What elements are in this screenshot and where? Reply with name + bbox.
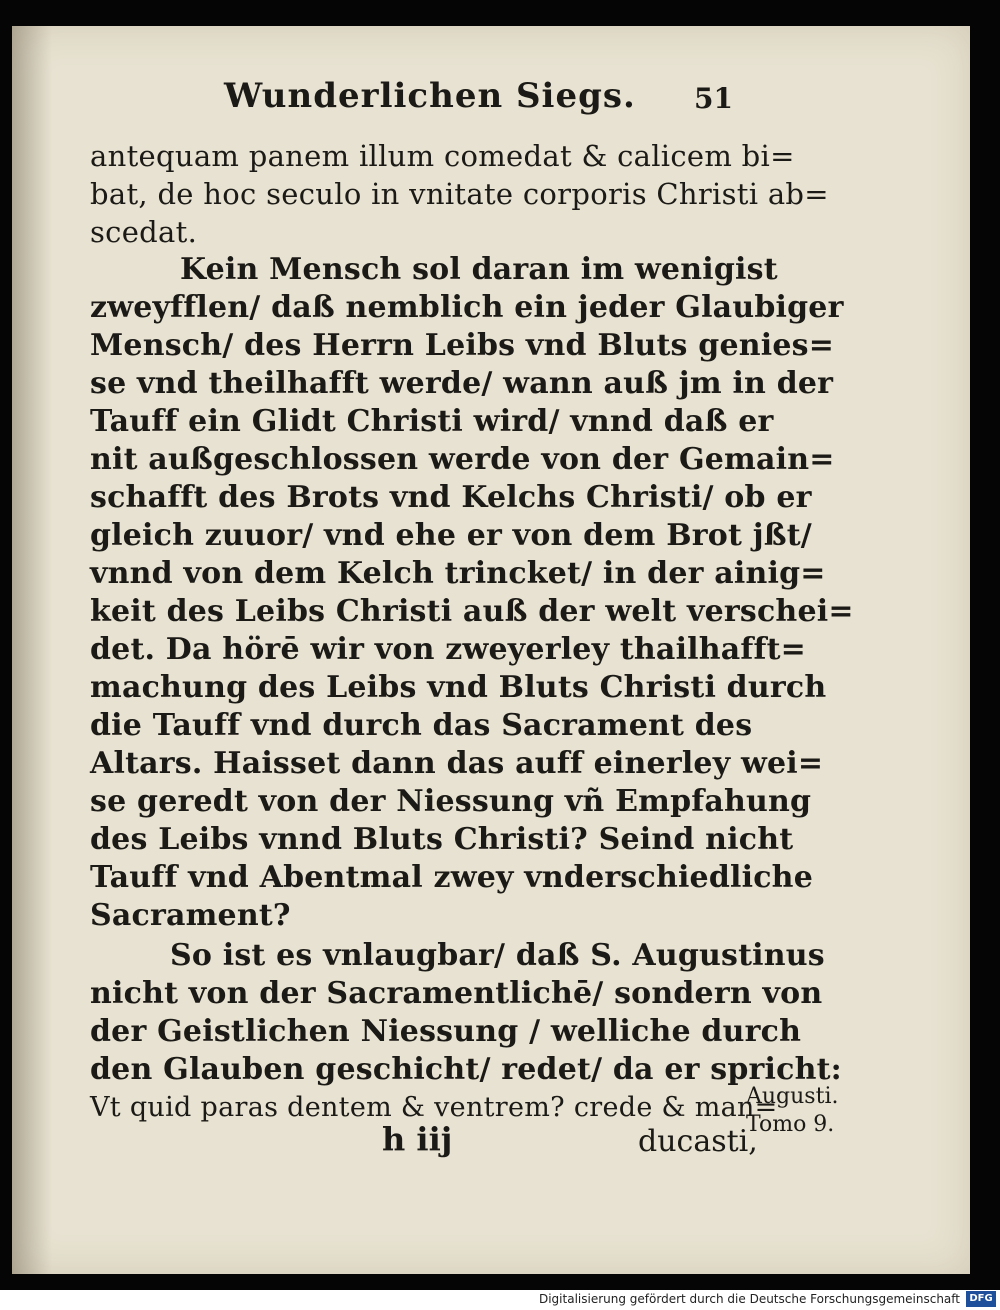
text-line: keit des Leibs Christi auß der welt verschei= bbox=[90, 594, 854, 629]
text-line: antequam panem illum comedat & calicem bi= bbox=[90, 139, 795, 173]
text-line: Tauff vnd Abentmal zwey vnderschiedliche bbox=[90, 860, 813, 895]
text-line: nit außgeschlossen werde von der Gemain= bbox=[90, 442, 835, 477]
page-number: 51 bbox=[694, 82, 733, 115]
text-line: Altars. Haisset dann das auff einerley wei= bbox=[90, 746, 824, 781]
text-line: zweyfflen/ daß nemblich ein jeder Glaubiger bbox=[90, 290, 844, 325]
text-line: der Geistlichen Niessung / welliche durch bbox=[90, 1014, 802, 1049]
text-line: Kein Mensch sol daran im wenigist bbox=[180, 252, 778, 287]
text-line: se geredt von der Niessung vñ Empfahung bbox=[90, 784, 812, 819]
dfg-logo: DFG bbox=[966, 1291, 996, 1307]
margin-note-line: Tomo 9. bbox=[746, 1112, 835, 1137]
text-line: nicht von der Sacramentlichē/ sondern von bbox=[90, 976, 823, 1011]
text-line: scedat. bbox=[90, 215, 198, 249]
text-line: det. Da hörē wir von zweyerley thailhafft= bbox=[90, 632, 807, 667]
text-line: vnnd von dem Kelch trincket/ in der ainig= bbox=[90, 556, 826, 591]
text-line: Sacrament? bbox=[90, 898, 291, 933]
text-line: Tauff ein Glidt Christi wird/ vnnd daß er bbox=[90, 404, 774, 439]
text-line: So ist es vnlaugbar/ daß S. Augustinus bbox=[170, 938, 825, 973]
text-line: schafft des Brots vnd Kelchs Christi/ ob er bbox=[90, 480, 812, 515]
running-head: Wunderlichen Siegs. bbox=[224, 76, 636, 116]
text-line: den Glauben geschicht/ redet/ da er spricht: bbox=[90, 1052, 842, 1087]
text-line: bat, de hoc seculo in vnitate corporis Christi ab= bbox=[90, 177, 829, 211]
margin-note-line: Augusti. bbox=[746, 1084, 839, 1109]
text-line: des Leibs vnnd Bluts Christi? Seind nicht bbox=[90, 822, 794, 857]
catchword: ducasti, bbox=[638, 1124, 758, 1159]
funding-notice: Digitalisierung gefördert durch die Deutsche Forschungsgemeinschaft bbox=[538, 1292, 960, 1306]
text-line: machung des Leibs vnd Bluts Christi durch bbox=[90, 670, 827, 705]
book-page bbox=[12, 26, 970, 1274]
text-line: die Tauff vnd durch das Sacrament des bbox=[90, 708, 753, 743]
text-line: Mensch/ des Herrn Leibs vnd Bluts genies= bbox=[90, 328, 835, 363]
footer-bar bbox=[0, 1290, 1000, 1310]
text-line: se vnd theilhafft werde/ wann auß jm in der bbox=[90, 366, 834, 401]
text-line: gleich zuuor/ vnd ehe er von dem Brot jßt/ bbox=[90, 518, 812, 553]
signature-mark: h iij bbox=[382, 1120, 453, 1158]
text-line: Vt quid paras dentem & ventrem? crede & man= bbox=[90, 1092, 778, 1123]
